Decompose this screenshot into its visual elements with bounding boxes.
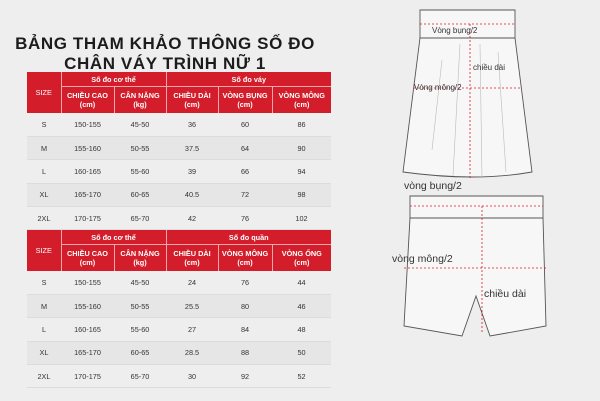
chart-title-line-2: CHÂN VÁY TRÌNH NỮ 1 bbox=[64, 54, 266, 73]
value-cell: 76 bbox=[218, 271, 272, 294]
body-measure-group-header: Số đo cơ thể bbox=[61, 230, 166, 245]
skirt-size-table bbox=[27, 72, 331, 230]
column-header: CHIỀU CAO (cm) bbox=[61, 87, 114, 114]
value-cell: 88 bbox=[218, 341, 272, 364]
column-header: CÂN NẶNG (kg) bbox=[114, 87, 166, 114]
shorts-waist-label: vòng bụng/2 bbox=[404, 180, 462, 192]
column-header: CÂN NẶNG (kg) bbox=[114, 245, 166, 272]
value-cell: 60-65 bbox=[114, 183, 166, 206]
shorts-measure-group-header: Số đo quần bbox=[166, 230, 331, 245]
value-cell: 40.5 bbox=[166, 183, 218, 206]
size-cell: L bbox=[27, 160, 61, 183]
column-header: VÒNG MÔNG (cm) bbox=[272, 87, 331, 114]
column-header: VÒNG ỐNG (cm) bbox=[272, 245, 331, 272]
value-cell: 160-165 bbox=[61, 160, 114, 183]
value-cell: 46 bbox=[272, 294, 331, 317]
value-cell: 50-55 bbox=[114, 294, 166, 317]
value-cell: 44 bbox=[272, 271, 331, 294]
column-header: CHIỀU DÀI (cm) bbox=[166, 87, 218, 114]
size-header: SIZE bbox=[27, 230, 61, 271]
column-header: CHIỀU CAO (cm) bbox=[61, 245, 114, 272]
value-cell: 155-160 bbox=[61, 136, 114, 159]
table-row bbox=[27, 207, 331, 230]
table-row bbox=[27, 113, 331, 136]
size-cell: 2XL bbox=[27, 207, 61, 230]
size-header: SIZE bbox=[27, 72, 61, 113]
value-cell: 48 bbox=[272, 318, 331, 341]
skirt-measure-group-header: Số đo váy bbox=[166, 72, 331, 87]
shorts-illustration bbox=[404, 196, 546, 336]
value-cell: 64 bbox=[218, 136, 272, 159]
skirt-waist-label: Vòng bụng/2 bbox=[432, 26, 478, 35]
shorts-length-label: chiều dài bbox=[484, 288, 527, 300]
table-row bbox=[27, 341, 331, 364]
value-cell: 65-70 bbox=[114, 207, 166, 230]
size-cell: 2XL bbox=[27, 365, 61, 388]
value-cell: 24 bbox=[166, 271, 218, 294]
value-cell: 45-50 bbox=[114, 271, 166, 294]
value-cell: 28.5 bbox=[166, 341, 218, 364]
value-cell: 155-160 bbox=[61, 294, 114, 317]
value-cell: 150-155 bbox=[61, 113, 114, 136]
shorts-size-table bbox=[27, 230, 331, 388]
value-cell: 98 bbox=[272, 183, 331, 206]
table-row bbox=[27, 365, 331, 388]
value-cell: 170-175 bbox=[61, 207, 114, 230]
column-header: CHIỀU DÀI (cm) bbox=[166, 245, 218, 272]
value-cell: 25.5 bbox=[166, 294, 218, 317]
size-cell: XL bbox=[27, 183, 61, 206]
value-cell: 92 bbox=[218, 365, 272, 388]
column-header: VÒNG MÔNG (cm) bbox=[218, 245, 272, 272]
value-cell: 80 bbox=[218, 294, 272, 317]
value-cell: 72 bbox=[218, 183, 272, 206]
column-header: VÒNG BỤNG (cm) bbox=[218, 87, 272, 114]
size-cell: S bbox=[27, 113, 61, 136]
value-cell: 52 bbox=[272, 365, 331, 388]
chart-title-line-1: BẢNG THAM KHẢO THÔNG SỐ ĐO bbox=[15, 34, 315, 53]
value-cell: 36 bbox=[166, 113, 218, 136]
value-cell: 60-65 bbox=[114, 341, 166, 364]
value-cell: 165-170 bbox=[61, 183, 114, 206]
value-cell: 150-155 bbox=[61, 271, 114, 294]
garment-diagrams bbox=[380, 0, 600, 401]
value-cell: 90 bbox=[272, 136, 331, 159]
value-cell: 94 bbox=[272, 160, 331, 183]
value-cell: 50-55 bbox=[114, 136, 166, 159]
size-cell: S bbox=[27, 271, 61, 294]
shorts-hip-label: vòng mông/2 bbox=[392, 253, 453, 265]
skirt-illustration bbox=[403, 10, 532, 178]
table-row bbox=[27, 294, 331, 317]
value-cell: 55-60 bbox=[114, 160, 166, 183]
size-cell: XL bbox=[27, 341, 61, 364]
value-cell: 160-165 bbox=[61, 318, 114, 341]
size-cell: M bbox=[27, 136, 61, 159]
value-cell: 66 bbox=[218, 160, 272, 183]
value-cell: 37.5 bbox=[166, 136, 218, 159]
table-row bbox=[27, 136, 331, 159]
value-cell: 84 bbox=[218, 318, 272, 341]
value-cell: 55-60 bbox=[114, 318, 166, 341]
value-cell: 30 bbox=[166, 365, 218, 388]
body-measure-group-header: Số đo cơ thể bbox=[61, 72, 166, 87]
value-cell: 27 bbox=[166, 318, 218, 341]
value-cell: 170-175 bbox=[61, 365, 114, 388]
value-cell: 76 bbox=[218, 207, 272, 230]
value-cell: 165-170 bbox=[61, 341, 114, 364]
value-cell: 65-70 bbox=[114, 365, 166, 388]
table-row bbox=[27, 183, 331, 206]
size-cell: M bbox=[27, 294, 61, 317]
value-cell: 45-50 bbox=[114, 113, 166, 136]
value-cell: 50 bbox=[272, 341, 331, 364]
skirt-length-label: chiều dài bbox=[473, 63, 506, 72]
size-cell: L bbox=[27, 318, 61, 341]
table-row bbox=[27, 271, 331, 294]
value-cell: 39 bbox=[166, 160, 218, 183]
value-cell: 60 bbox=[218, 113, 272, 136]
value-cell: 42 bbox=[166, 207, 218, 230]
skirt-hip-label: Vòng mông/2 bbox=[414, 83, 462, 92]
value-cell: 102 bbox=[272, 207, 331, 230]
value-cell: 86 bbox=[272, 113, 331, 136]
table-row bbox=[27, 318, 331, 341]
table-row bbox=[27, 160, 331, 183]
